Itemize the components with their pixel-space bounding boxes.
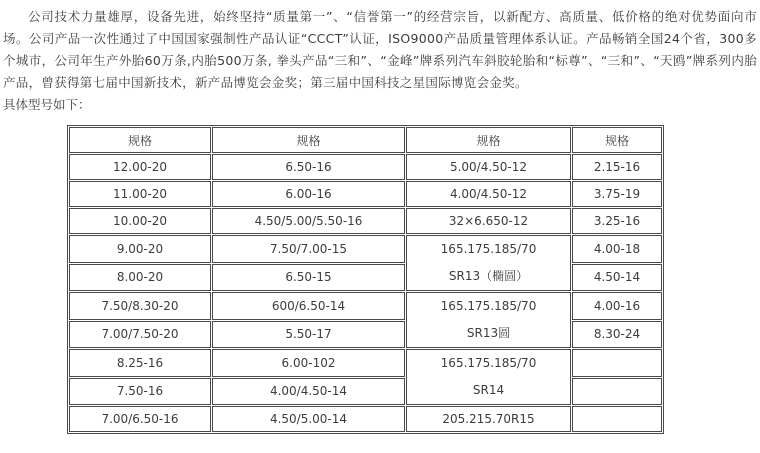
spec-table-row (69, 264, 662, 292)
spec-cell (572, 406, 662, 432)
spec-table-row (69, 235, 662, 263)
spec-cell: 4.50/5.00/5.50-16 (212, 208, 405, 234)
spec-cell: 8.00-20 (69, 264, 211, 292)
spec-cell: 3.75-19 (572, 181, 662, 207)
spec-cell-line: 165.175.185/70 (440, 242, 537, 256)
spec-cell: 4.00-16 (572, 292, 662, 320)
spec-cell: 6.00-16 (212, 181, 405, 207)
spec-table-header-cell: 规格 (212, 127, 405, 153)
spec-cell (572, 378, 662, 406)
spec-cell: 32×6.650-12 (406, 208, 571, 234)
spec-cell: 6.50-16 (212, 154, 405, 180)
spec-table-row (69, 406, 662, 432)
spec-table-header-cell: 规格 (406, 127, 571, 153)
spec-table-header-row (69, 127, 662, 153)
spec-cell: 5.50-17 (212, 321, 405, 349)
spec-table-row (69, 154, 662, 180)
spec-cell-line: SR14 (472, 383, 505, 397)
spec-table-header-cell: 规格 (572, 127, 662, 153)
spec-cell: 4.00-18 (572, 235, 662, 263)
spec-cell-line: 165.175.185/70 (440, 299, 537, 313)
spec-table-row (69, 181, 662, 207)
spec-cell: 9.00-20 (69, 235, 211, 263)
spec-cell: 10.00-20 (69, 208, 211, 234)
spec-cell: 8.25-16 (69, 349, 211, 377)
spec-table-row (69, 349, 662, 377)
spec-table-row (69, 378, 662, 406)
spec-cell: 5.00/4.50-12 (406, 154, 571, 180)
spec-cell: 3.25-16 (572, 208, 662, 234)
spec-cell: 7.00/6.50-16 (69, 406, 211, 432)
spec-cell (406, 235, 571, 291)
spec-cell (572, 349, 662, 377)
spec-table-row (69, 208, 662, 234)
spec-cell: 7.50-16 (69, 378, 211, 406)
spec-cell (406, 349, 571, 405)
spec-cell: 8.30-24 (572, 321, 662, 349)
spec-cell: 7.00/7.50-20 (69, 321, 211, 349)
models-list-label: 具体型号如下： (3, 97, 91, 112)
spec-cell: 2.15-16 (572, 154, 662, 180)
spec-table-header-cell: 规格 (69, 127, 211, 153)
spec-cell: 4.00/4.50-12 (406, 181, 571, 207)
spec-cell-line: SR13圆 (466, 326, 511, 340)
spec-cell: 11.00-20 (69, 181, 211, 207)
spec-cell: 4.00/4.50-14 (212, 378, 405, 406)
spec-table (67, 125, 664, 434)
spec-table-row (69, 321, 662, 349)
spec-cell: 205.215.70R15 (406, 406, 571, 432)
spec-cell: 6.50-15 (212, 264, 405, 292)
spec-cell: 7.50/7.00-15 (212, 235, 405, 263)
spec-cell: 4.50/5.00-14 (212, 406, 405, 432)
spec-cell-line: 165.175.185/70 (440, 356, 537, 370)
spec-cell (406, 292, 571, 348)
spec-cell-line: SR13（椭圆） (448, 269, 529, 283)
spec-cell: 7.50/8.30-20 (69, 292, 211, 320)
spec-cell: 600/6.50-14 (212, 292, 405, 320)
spec-cell: 4.50-14 (572, 264, 662, 292)
company-intro-paragraph: 公司技术力量雄厚，设备先进，始终坚持“质量第一”、“信誉第一”的经营宗旨，以新配方、高质量、低价格的绝对优势面向市场。公司产品一次性通过了中国国家强制性产品认证“CCCT”认证，ISO9000产品质量管理体系认证。产品畅销全国24个省，300多个城市，公司年生产外胎60万条,内胎500万条, 拳头产品“三和”、“金峰”牌系列汽车斜胶轮胎和“标尊”、“三和”、“天鸥”牌系列内胎产品，曾获得第七届中国新技术，新产品博览会金奖；第三届中国科技之星国际博览会金奖。 (3, 9, 757, 90)
spec-table-body (69, 127, 662, 432)
spec-cell: 6.00-102 (212, 349, 405, 377)
spec-cell: 12.00-20 (69, 154, 211, 180)
spec-table-row (69, 292, 662, 320)
